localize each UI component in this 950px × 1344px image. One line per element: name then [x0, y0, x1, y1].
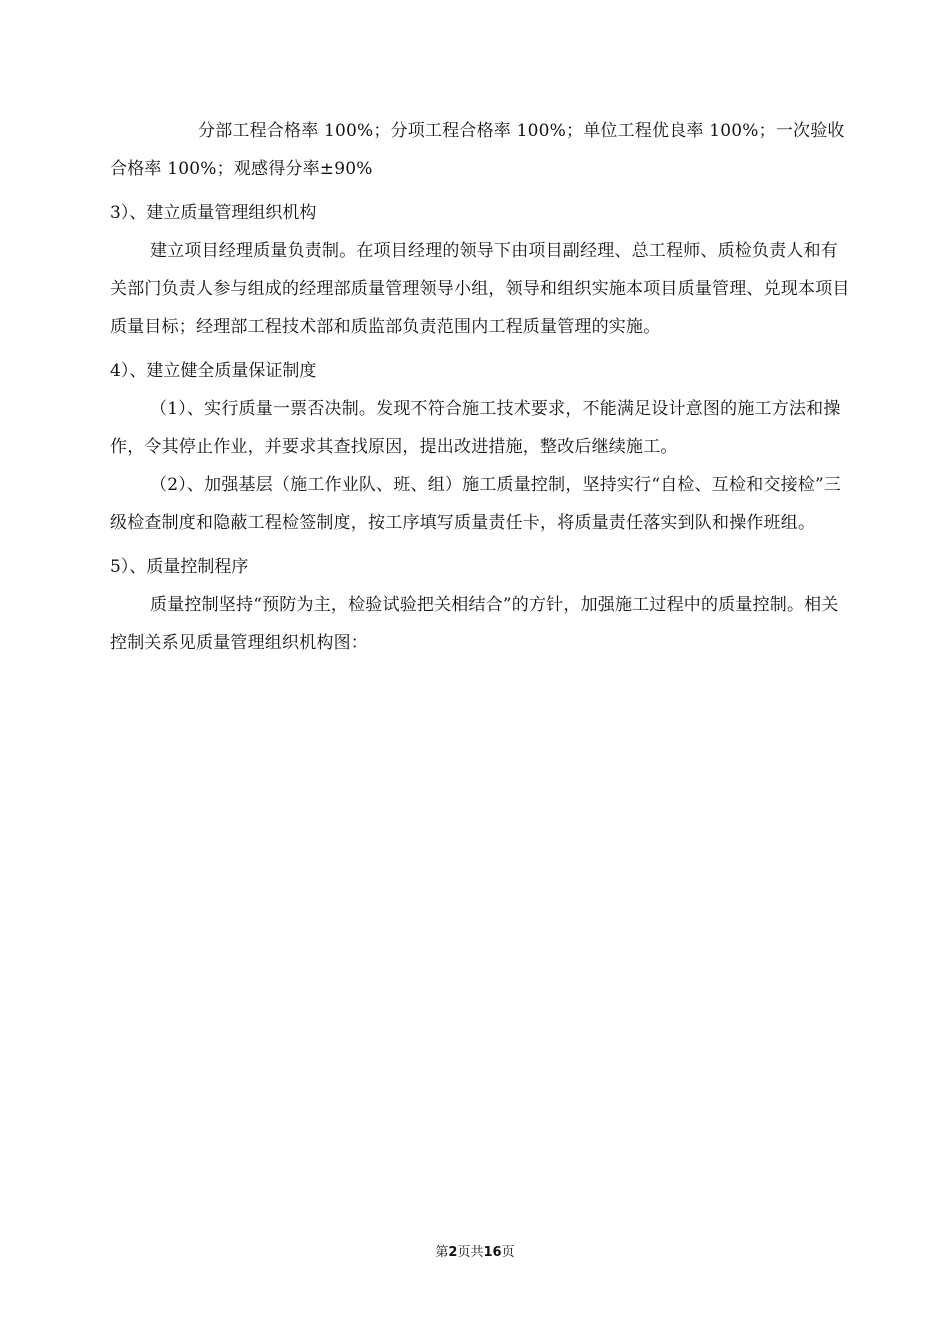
footer-suffix: 页: [501, 1245, 515, 1260]
section-3-heading: 3）、建立质量管理组织机构: [110, 203, 317, 223]
footer-middle: 页共: [457, 1245, 484, 1260]
section-3-paragraph: 建立项目经理质量负责制。在项目经理的领导下由项目副经理、总工程师、质检负责人和有关部门负责人参与组成的经理部质量管理领导小组，领导和组织实施本项目质量管理、兑现本项目质量目标；经理部工程技术部和质监部负责范围内工程质量管理的实施。: [110, 241, 850, 337]
section-4-item-1-paragraph: （1）、实行质量一票否决制。发现不符合施工技术要求，不能满足设计意图的施工方法和操作，令其停止作业，并要求其查找原因，提出改进措施，整改后继续施工。: [110, 399, 841, 457]
footer-total-pages: 16: [483, 1245, 502, 1260]
footer-prefix: 第: [435, 1245, 449, 1260]
section-5-heading: 5）、质量控制程序: [110, 557, 249, 577]
page-footer: [0, 1241, 950, 1260]
document-body: [110, 112, 855, 662]
section-4-heading: 4）、建立健全质量保证制度: [110, 361, 317, 381]
footer-current-page: 2: [448, 1245, 458, 1260]
section-5-paragraph: 质量控制坚持“预防为主，检验试验把关相结合”的方针，加强施工过程中的质量控制。相关控制关系见质量管理组织机构图：: [110, 595, 839, 653]
section-4-item-2-paragraph: （2）、加强基层（施工作业队、班、组）施工质量控制，坚持实行“自检、互检和交接检”三级检查制度和隐蔽工程检签制度，按工序填写质量责任卡，将质量责任落实到队和操作班组。: [110, 475, 842, 533]
quality-targets-paragraph: 分部工程合格率 100%；分项工程合格率 100%；单位工程优良率 100%；一次验收合格率 100%；观感得分率±90%: [110, 121, 845, 179]
